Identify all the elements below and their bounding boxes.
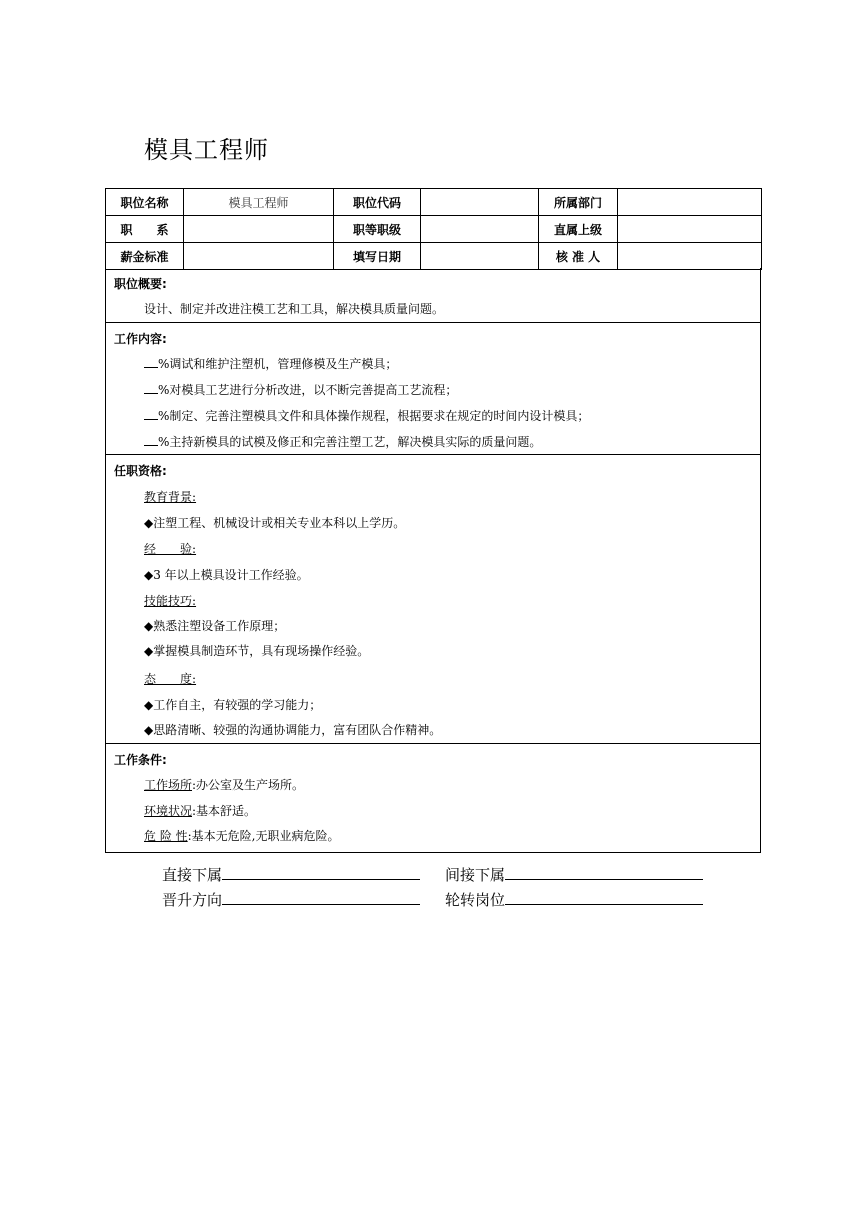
indirect-subordinate-label: 间接下属 — [445, 866, 506, 884]
work-place: 工作场所:办公室及生产场所。 — [144, 778, 305, 792]
info-table — [105, 188, 762, 270]
value-position-code — [421, 189, 539, 216]
experience-text: ◆3 年以上模具设计工作经验。 — [144, 568, 309, 582]
value-salary — [184, 243, 334, 270]
label-position-code: 职位代码 — [334, 189, 421, 216]
indirect-subordinate-field — [445, 864, 703, 885]
info-row — [106, 216, 762, 243]
label-grade: 职等职级 — [334, 216, 421, 243]
work-environment: 环境状况:基本舒适。 — [144, 804, 257, 818]
overview-section — [105, 268, 761, 323]
duties-section — [105, 323, 761, 455]
value-grade — [421, 216, 539, 243]
education-text: ◆注塑工程、机械设计或相关专业本科以上学历。 — [144, 516, 406, 530]
rotation-field — [445, 889, 703, 910]
qualifications-section — [105, 455, 761, 744]
promotion-field — [162, 889, 420, 910]
skill-item: ◆掌握模具制造环节，具有现场操作经验。 — [144, 644, 370, 658]
skill-item: ◆熟悉注塑设备工作原理； — [144, 619, 286, 633]
value-department — [618, 189, 762, 216]
value-job-family — [184, 216, 334, 243]
value-supervisor — [618, 216, 762, 243]
qualifications-heading: 任职资格: — [114, 464, 167, 478]
page-title: 模具工程师 — [144, 136, 269, 164]
education-label: 教育背景: — [144, 490, 197, 504]
direct-subordinate-label: 直接下属 — [162, 866, 223, 884]
duty-item: %制定、完善注塑模具文件和具体操作规程，根据要求在规定的时间内设计模具； — [144, 407, 589, 424]
value-approver — [618, 243, 762, 270]
label-job-family: 职 系 — [106, 216, 184, 243]
label-approver: 核 准 人 — [539, 243, 618, 270]
value-position-name: 模具工程师 — [184, 189, 334, 216]
label-salary: 薪金标准 — [106, 243, 184, 270]
duties-heading: 工作内容: — [114, 332, 167, 346]
promotion-label: 晋升方向 — [162, 891, 223, 909]
rotation-label: 轮转岗位 — [445, 891, 506, 909]
work-risk: 危 险 性:基本无危险,无职业病危险。 — [144, 829, 340, 843]
skills-label: 技能技巧: — [144, 594, 197, 608]
duty-item: %对模具工艺进行分析改进，以不断完善提高工艺流程； — [144, 381, 457, 398]
duty-item: %调试和维护注塑机，管理修模及生产模具； — [144, 355, 397, 372]
conditions-heading: 工作条件: — [114, 753, 167, 767]
label-fill-date: 填写日期 — [334, 243, 421, 270]
attitude-item: ◆思路清晰、较强的沟通协调能力，富有团队合作精神。 — [144, 723, 442, 737]
conditions-section — [105, 744, 761, 853]
label-position-name: 职位名称 — [106, 189, 184, 216]
value-fill-date — [421, 243, 539, 270]
label-department: 所属部门 — [539, 189, 618, 216]
label-supervisor: 直属上级 — [539, 216, 618, 243]
overview-text: 设计、制定并改进注模工艺和工具，解决模具质量问题。 — [144, 302, 445, 316]
experience-label: 经 验: — [144, 542, 197, 556]
direct-subordinate-field — [162, 864, 420, 885]
duty-item: %主持新模具的试模及修正和完善注塑工艺，解决模具实际的质量问题。 — [144, 433, 541, 450]
info-row — [106, 243, 762, 270]
attitude-label: 态 度: — [144, 672, 197, 686]
overview-heading: 职位概要: — [114, 277, 167, 291]
info-row — [106, 189, 762, 216]
attitude-item: ◆工作自主，有较强的学习能力； — [144, 698, 322, 712]
